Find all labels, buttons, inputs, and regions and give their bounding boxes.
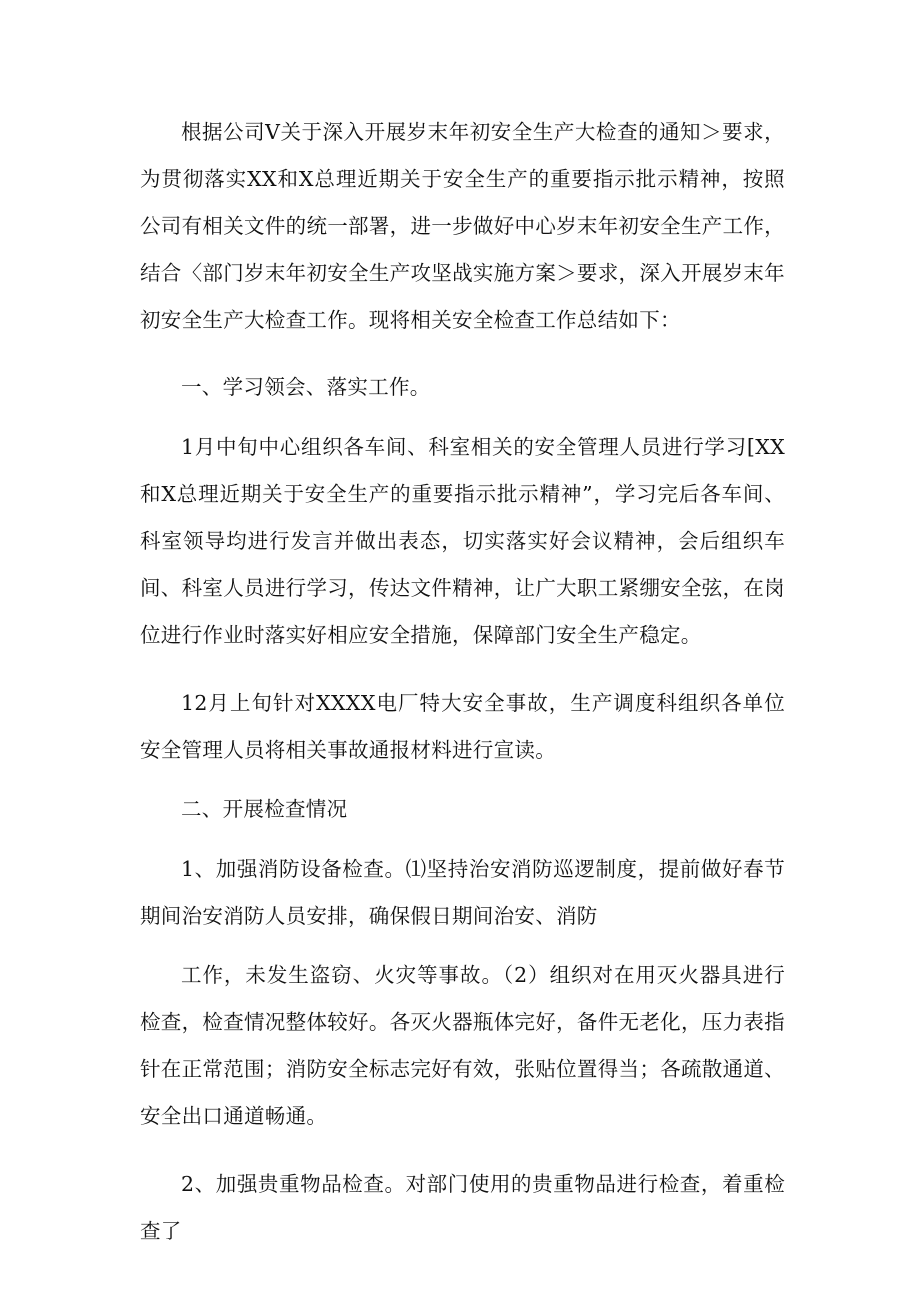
- paragraph-study: 1月中旬中心组织各车间、科室相关的安全管理人员进行学习[XX和X总理近期关于安全生产的重要指示批示精神”，学习完后各车间、科室领导均进行发言并做出表态，切实落实好会议精神，会后组织车间、科室人员进行学习，传达文件精神，让广大职工紧绷安全弦，在岗位进行作业时落实好相应安全措施，保障部门安全生产稳定。: [140, 435, 785, 647]
- section-heading-2: 二、开展检查情况: [181, 797, 348, 821]
- paragraph-fire-check-continued: 工作，未发生盗窃、火灾等事故。（2）组织对在用灭火器具进行检查，检查情况整体较好。各灭火器瓶体完好，备件无老化，压力表指针在正常范围；消防安全标志完好有效，张贴位置得当；各疏散通道、安全出口通道畅通。: [140, 963, 785, 1128]
- paragraph-valuables-check: 2、加强贵重物品检查。对部门使用的贵重物品进行检查，着重检查了: [140, 1172, 785, 1243]
- section-heading-1: 一、学习领会、落实工作。: [181, 375, 431, 399]
- intro-paragraph: 根据公司V关于深入开展岁末年初安全生产大检查的通知＞要求，为贯彻落实XX和X总理近期关于安全生产的重要指示批示精神，按照公司有相关文件的统一部署，进一步做好中心岁末年初安全生产工作，结合〈部门岁末年初安全生产攻坚战实施方案＞要求，深入开展岁末年初安全生产大检查工作。现将相关安全检查工作总结如下：: [140, 120, 785, 332]
- paragraph-accident-briefing: 12月上旬针对XXXX电厂特大安全事故，生产调度科组织各单位安全管理人员将相关事故通报材料进行宣读。: [140, 691, 785, 762]
- paragraph-fire-check: 1、加强消防设备检查。⑴坚持治安消防巡逻制度，提前做好春节期间治安消防人员安排，确保假日期间治安、消防: [140, 857, 785, 928]
